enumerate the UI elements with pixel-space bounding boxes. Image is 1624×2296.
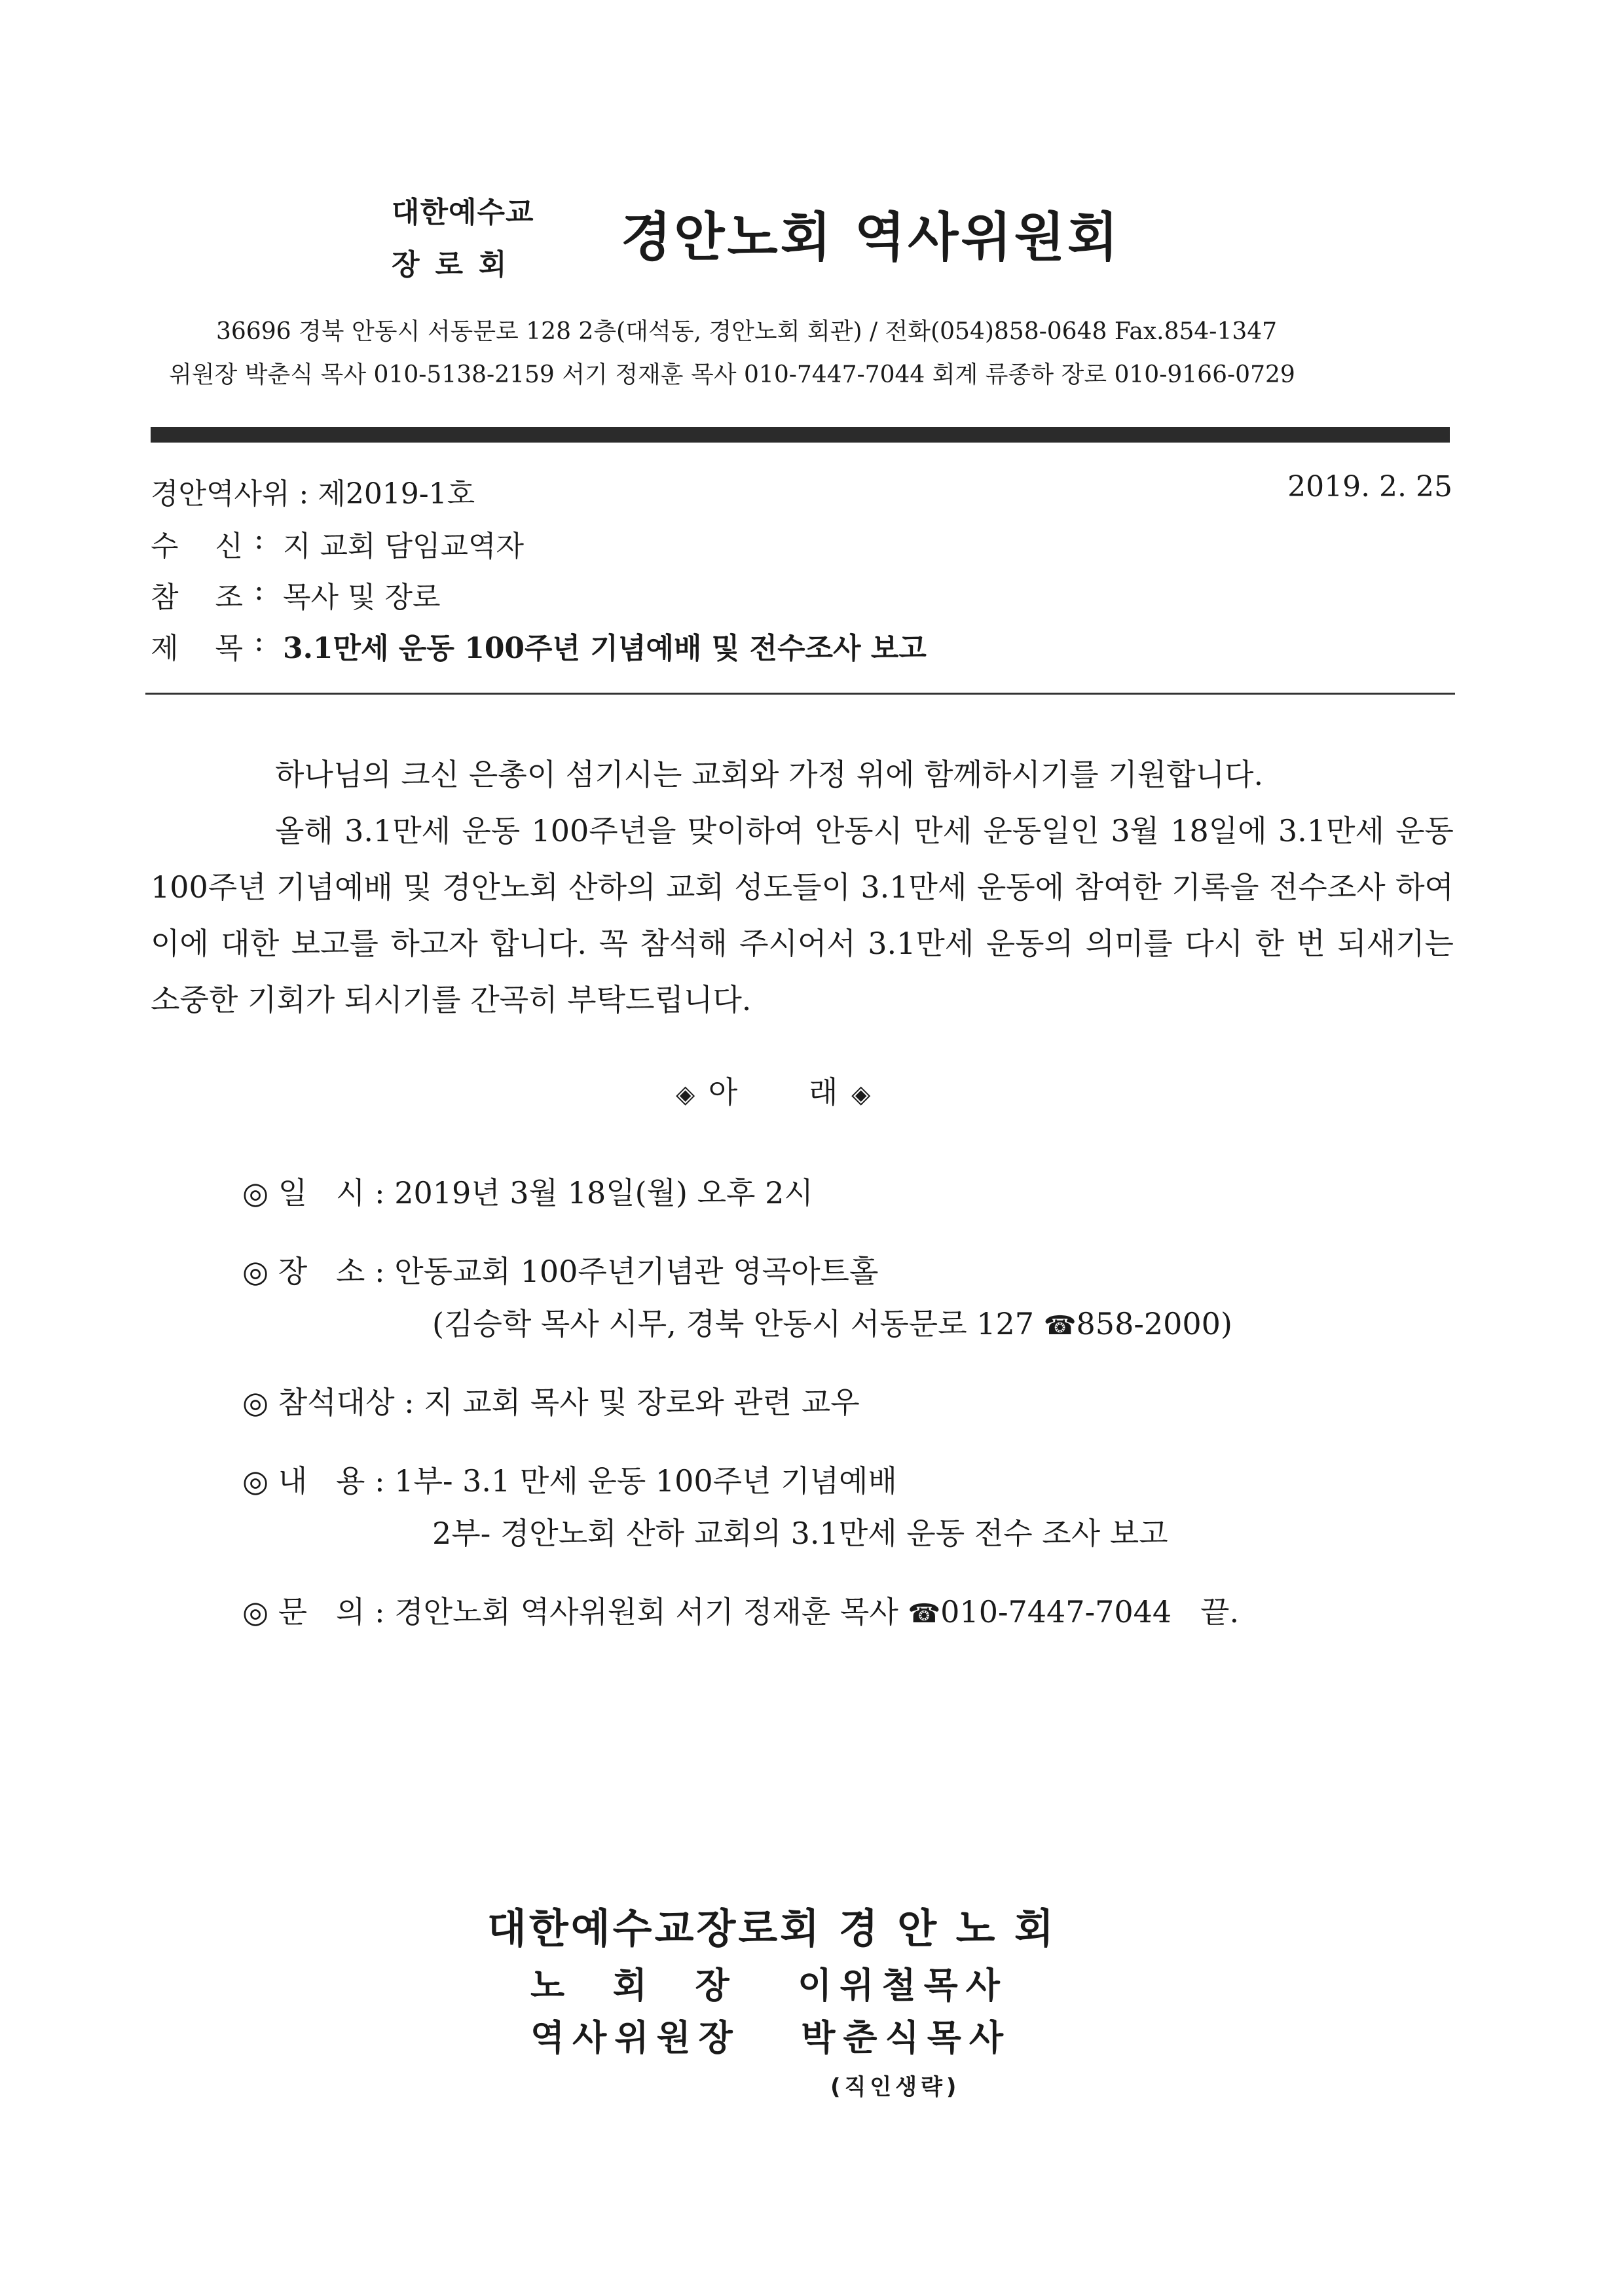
phone-icon: ☎ [908, 1599, 941, 1629]
item-content-part2: 2부- 경안노회 산하 교회의 3.1만세 운동 전수 조사 보고 [432, 1516, 1168, 1551]
diamond-left-icon: ◈ [676, 1080, 697, 1108]
seal-omitted-note: (직인생략) [830, 2074, 961, 2100]
document-date: 2019. 2. 25 [1287, 470, 1452, 503]
signature-committee-chair: 역사위원장 박춘식목사 [530, 2017, 1012, 2058]
fields-divider [145, 693, 1455, 695]
letter-body [151, 746, 1454, 1028]
contact-line: 위원장 박춘식 목사 010-5138-2159 서기 정재훈 목사 010-7447-7044 회계 류종하 장로 010-9166-0729 [169, 361, 1295, 388]
item-location-detail [432, 1300, 1232, 1343]
signature-org: 대한예수교장로회 경 안 노 회 [487, 1904, 1057, 1952]
greeting-paragraph: 하나님의 크신 은총이 섬기시는 교회와 가정 위에 함께하시기를 기원합니다. [275, 757, 1264, 792]
diamond-right-icon: ◈ [851, 1080, 873, 1108]
item-location: ◎ 장 소 : 안동교회 100주년기념관 영곡아트홀 [242, 1254, 879, 1289]
item-attendees: ◎ 참석대상 : 지 교회 목사 및 장로와 관련 교우 [242, 1385, 860, 1420]
subject-colon: : [254, 625, 264, 658]
subject-value: 3.1만세 운동 100주년 기념예배 및 전수조사 보고 [283, 632, 927, 665]
recipient-colon: : [254, 522, 264, 556]
inquiry-suffix: 010-7447-7044 끝. [940, 1594, 1240, 1630]
main-paragraph: 올해 3.1만세 운동 100주년을 맞이하여 안동시 만세 운동일인 3월 18일에 3.1만세 운동 100주년 기념예배 및 경안노회 산하의 교회 성도들이 3.1만세 운동에 참여한 기록을 전수조사 하여 이에 대한 보고를 하고자 합니다. 꼭 참석해 주시어서 3.1만세 운동의 의미를 다시 한 번 되새기는 소중한 기회가 되시기를 간곡히 부탁드립니다. [151, 813, 1454, 1017]
reference-colon: : [254, 574, 264, 607]
org-name-bottom: 장로회 [392, 248, 523, 282]
item-content: ◎ 내 용 : 1부- 3.1 만세 운동 100주년 기념예배 [242, 1463, 897, 1499]
recipient-label: 수 신 [151, 530, 243, 563]
notice-heading-text: 아 래 [708, 1074, 840, 1110]
notice-heading [676, 1068, 872, 1112]
address-line: 36696 경북 안동시 서동문로 128 2층(대석동, 경안노회 회관) / 전화(054)858-0648 Fax.854-1347 [216, 318, 1278, 345]
reference-value: 목사 및 장로 [283, 581, 441, 614]
signature-moderator: 노 회 장 이위철목사 [530, 1965, 1008, 2006]
document-number: 경안역사위 : 제2019-1호 [151, 477, 475, 511]
inquiry-prefix: ◎ 문 의 : 경안노회 역사위원회 서기 정재훈 목사 [242, 1594, 908, 1630]
location-detail-suffix: 858-2000) [1076, 1306, 1232, 1341]
org-name-top: 대한예수교 [392, 196, 534, 229]
header-divider [151, 427, 1450, 443]
letterhead-title: 경안노회 역사위원회 [621, 207, 1121, 268]
item-inquiry [242, 1588, 1239, 1631]
subject-label: 제 목 [151, 632, 243, 665]
recipient-value: 지 교회 담임교역자 [283, 530, 525, 563]
reference-label: 참 조 [151, 581, 243, 614]
phone-icon: ☎ [1043, 1311, 1077, 1341]
location-detail-prefix: (김승학 목사 시무, 경북 안동시 서동문로 127 [432, 1306, 1044, 1341]
item-datetime: ◎ 일 시 : 2019년 3월 18일(월) 오후 2시 [242, 1175, 813, 1211]
